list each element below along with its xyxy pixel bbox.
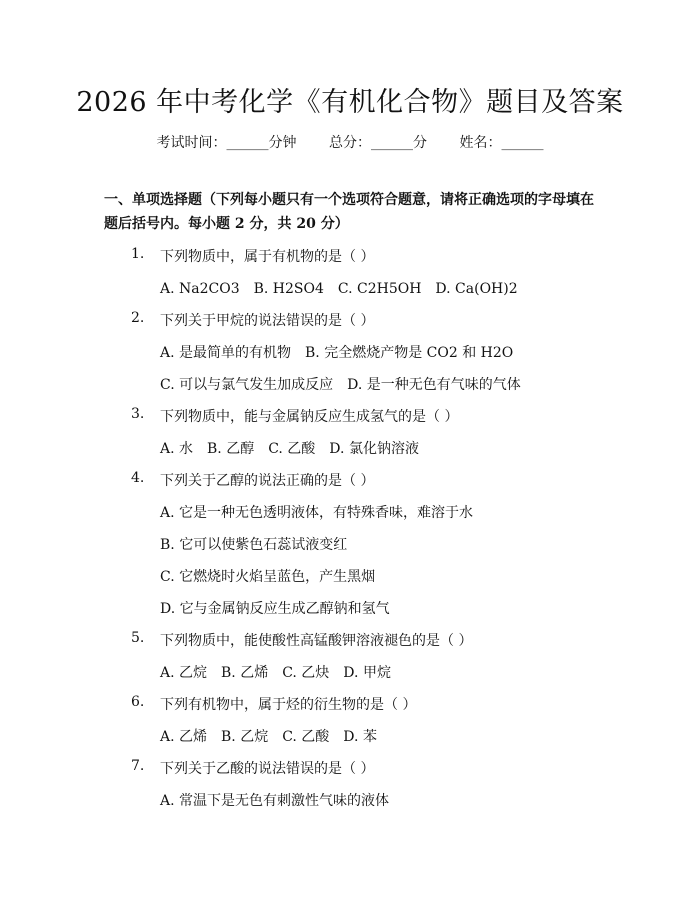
question-options: A. 水 B. 乙醇 C. 乙酸 D. 氯化钠溶液 [160, 441, 419, 457]
question-number: 5. [131, 630, 145, 646]
section-heading: 一、单项选择题（下列每小题只有一个选项符合题意，请将正确选项的字母填在题后括号内。每小题 2 分，共 20 分） [104, 192, 594, 232]
question-options: A. Na2CO3 B. H2SO4 C. C2H5OH D. Ca(OH)2 [160, 281, 518, 297]
question-options: A. 乙烯 B. 乙烷 C. 乙酸 D. 苯 [160, 729, 377, 745]
student-name-field: 姓名：______ [459, 135, 544, 151]
question-stem: 下列物质中，属于有机物的是（ ） [160, 249, 375, 265]
question-stem: 下列物质中，能与金属钠反应生成氢气的是（ ） [160, 409, 459, 425]
question-number: 1. [131, 246, 145, 262]
exam-time-field: 考试时间：______分钟 [156, 135, 297, 151]
question-options: A. 是最简单的有机物 B. 完全燃烧产物是 CO2 和 H2O [160, 345, 514, 361]
question-stem: 下列物质中，能使酸性高锰酸钾溶液褪色的是（ ） [160, 633, 473, 649]
question-stem: 下列关于甲烷的说法错误的是（ ） [160, 313, 375, 329]
question-options: B. 它可以使紫色石蕊试液变红 [160, 537, 348, 553]
page-title: 2026 年中考化学《有机化合物》题目及答案 [76, 87, 624, 118]
question-stem: 下列关于乙酸的说法错误的是（ ） [160, 761, 375, 777]
question-number: 4. [131, 470, 145, 486]
question-number: 3. [131, 406, 145, 422]
exam-meta [0, 132, 700, 152]
total-score-field: 总分：______分 [329, 135, 427, 151]
question-number: 7. [131, 758, 145, 774]
question-number: 2. [131, 310, 145, 326]
question-number: 6. [131, 694, 145, 710]
question-stem: 下列关于乙醇的说法正确的是（ ） [160, 473, 375, 489]
question-options: A. 乙烷 B. 乙烯 C. 乙炔 D. 甲烷 [160, 665, 391, 681]
question-options: D. 它与金属钠反应生成乙醇钠和氢气 [160, 601, 390, 617]
question-options: A. 常温下是无色有刺激性气味的液体 [160, 793, 390, 809]
question-options: C. 它燃烧时火焰呈蓝色，产生黑烟 [160, 569, 376, 585]
question-stem: 下列有机物中，属于烃的衍生物的是（ ） [160, 697, 417, 713]
question-options: C. 可以与氯气发生加成反应 D. 是一种无色有气味的气体 [160, 377, 521, 393]
question-options: A. 它是一种无色透明液体，有特殊香味，难溶于水 [160, 505, 474, 521]
